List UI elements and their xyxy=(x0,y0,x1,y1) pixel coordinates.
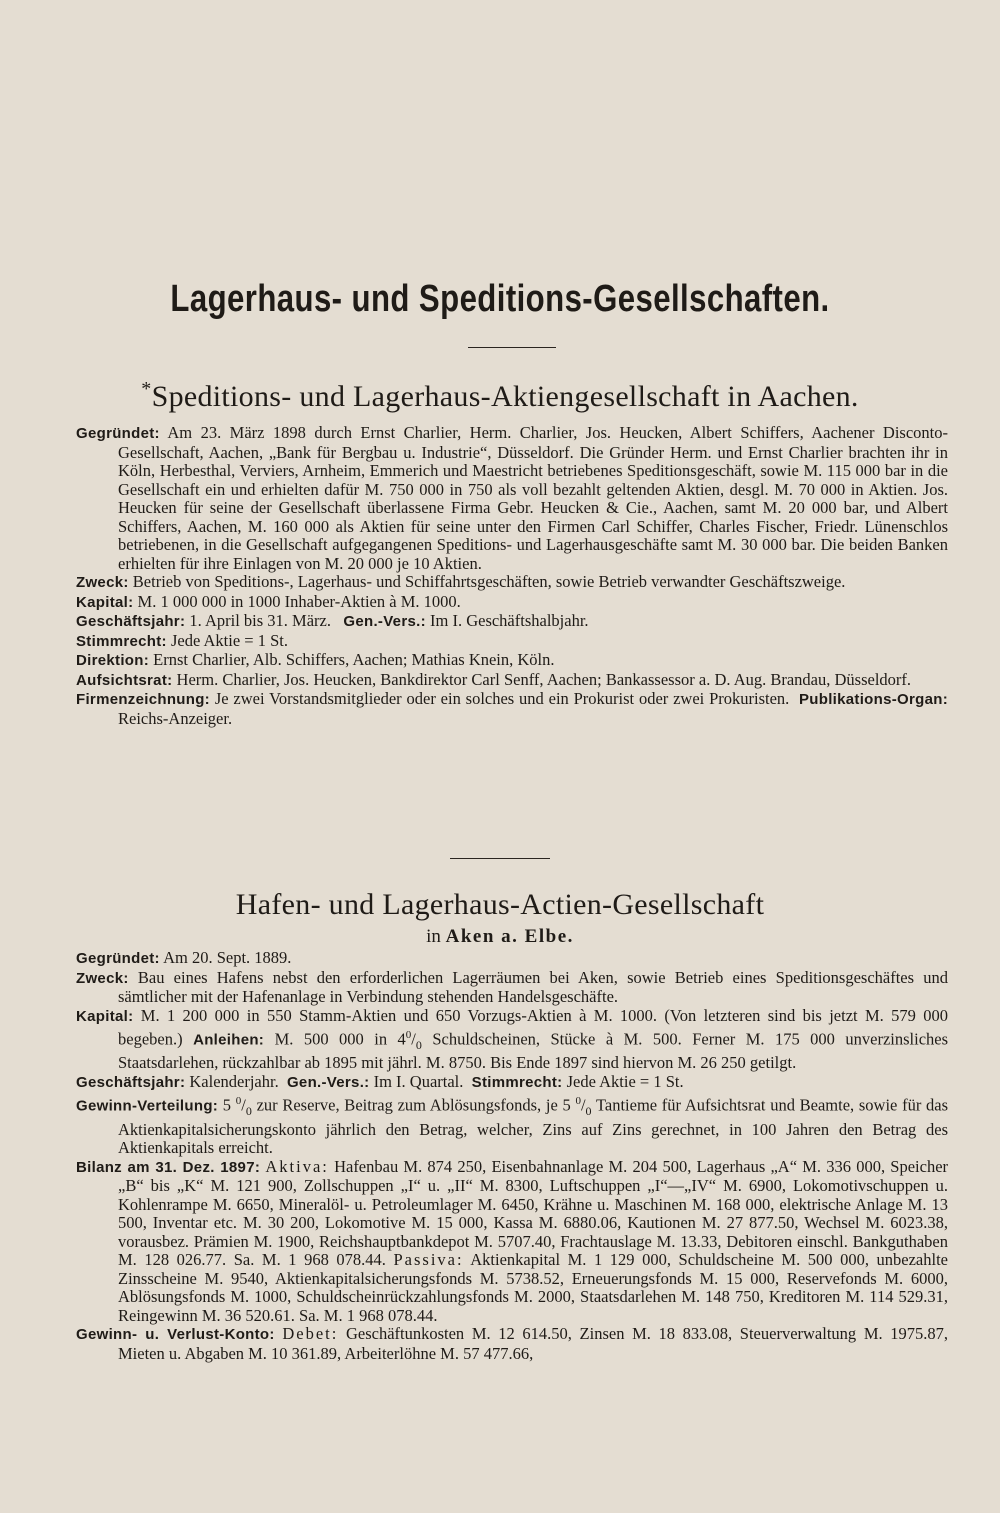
divider-rule xyxy=(450,858,550,859)
entry-gewinn-verlust: Gewinn- u. Verlust-Konto: Debet: Geschäftunkosten M. 12 614.50, Zinsen M. 18 833.08, Steuerverwaltung M. 1975.87, Mieten u. Abgaben M. 10 361.89, Arbeiterlöhne M. 57 477.66, xyxy=(76,1324,949,1363)
entry-gewinn-verteilung: Gewinn-Verteilung: 5 $^0/_0$ zur Reserve, Beitrag zum Ablösungsfonds, je 5 $^0/_0$ Tantieme für Aufsichtsrat und Beamte, sowie für das Aktienkapitalsicherungskonto jährlich den Betrag, welcher, Zins auf Zins gerechnet, in 100 Jahren den Betrag des Aktienkapitals erreicht. xyxy=(76,1095,949,1158)
entry-zweck: Zweck: Betrieb von Speditions-, Lagerhaus- und Schiffahrtsgeschäften, sowie Betrieb verwandter Geschäftszweige. xyxy=(76,572,846,591)
entry-gegruendet: Gegründet: Am 23. März 1898 durch Ernst Charlier, Herm. Charlier, Jos. Heucken, Albert Schiffers, Aachener Disconto-Gesellschaft, Aachen, „Bank für Bergbau u. Industrie“, Düsseldorf. Die Gründer Herm. und Ernst Charlier brachten ihr in Köln, Herbesthal, Verviers, Arnheim, Emmerich und Maestricht betriebenes Speditionsgeschäft, sowie M. 115 000 bar in die Gesellschaft ein und erhielten dafür M. 750 000 in 750 als voll bezahlt geltenden Aktien, desgl. M. 70 000 in Aktien. Jos. Heucken für seine der Gesellschaft überlassene Firma Gebr. Heucken & Cie., Aachen, samt M. 20 000 bar, und Albert Schiffers, Aachen, M. 160 000 als Aktien für seine unter den Firmen Carl Schiffer, Charles Fischer, Friedr. Lünenschlos betriebenen, in die Gesellschaft aufgegangenen Speditions- und Lagerhausgeschäfte samt M. 30 000 bar. Die beiden Banken erhielten für ihre Einlagen von M. 20 000 je 10 Aktien. xyxy=(76,423,948,573)
entry-kapital: Kapital: M. 1 000 000 in 1000 Inhaber-Aktien à M. 1000. xyxy=(76,591,461,611)
entry-geschaeftsjahr: Geschäftsjahr: 1. April bis 31. März. Gen.-Vers.: Im I. Geschäftshalbjahr. xyxy=(76,611,589,630)
entry-kapital: Kapital: M. 1 200 000 in 550 Stamm-Aktien und 650 Vorzugs-Aktien à M. 1000. (Von letzteren sind bis jetzt M. 579 000 begeben.) Anleihen: M. 500 000 in $4^0/_0$ Schuldscheinen, Stücke à M. 500. Ferner M. 175 000 unverzinsliches Staatsdarlehen, rückzahlbar ab 1895 mit jährl. M. 8750. Bis Ende 1897 sind hiervon M. 26 250 getilgt. xyxy=(76,1005,949,1073)
page-title: Lagerhaus- und Speditions-Gesellschaften. xyxy=(170,278,830,320)
entry-bilanz: Bilanz am 31. Dez. 1897: Aktiva: Hafenbau M. 874 250, Eisenbahnanlage M. 204 500, Lagerhaus „A“ M. 336 000, Speicher „B“ bis „K“ M. 121 900, Zollschuppen „I“ u. „II“ M. 8300, Luftschuppen „I“—„IV“ M. 6900, Lokomotivschuppen u. Kohlenrampe M. 6650, Mineralöl- u. Petroleumlager M. 6450, Krähne u. Maschinen M. 168 000, elektrische Anlage M. 13 500, Inventar etc. M. 30 200, Lokomotive M. 15 000, Kassa M. 6880.06, Kautionen M. 27 877.50, Wechsel M. 6023.38, vorausbez. Prämien M. 1900, Reichshauptbankdepot M. 5707.40, Frachtauslage M. 13.33, Debitoren einschl. Bankguthaben M. 128 026.77. Sa. M. 1 968 078.44. Passiva: Aktienkapital M. 1 129 000, Schuldscheine M. 500 000, unbezahlte Zinsscheine M. 9540, Aktienkapitalsicherungsfonds M. 5738.52, Erneuerungsfonds M. 15 000, Reservefonds M. 6000, Ablösungsfonds M. 1000, Schuldscheinrückzahlungsfonds M. 2000, Staatsdarlehen M. 148 750, Kreditoren M. 114 529.31, Reingewinn M. 36 520.61. Sa. M. 1 968 078.44. xyxy=(76,1156,949,1325)
entry-block-aken xyxy=(76,949,948,1363)
entry-direktion: Direktion: Ernst Charlier, Alb. Schiffers, Aachen; Mathias Knein, Köln. xyxy=(76,650,555,669)
entry-aufsichtsrat: Aufsichtsrat: Herm. Charlier, Jos. Heucken, Bankdirektor Carl Senff, Aachen; Bankassessor a. D. Aug. Brandau, Düsseldorf. xyxy=(76,669,912,689)
entry-geschaeftsjahr: Geschäftsjahr: Kalenderjahr. Gen.-Vers.: Im I. Quartal. Stimmrecht: Jede Aktie = 1 St. xyxy=(76,1071,684,1091)
entry-block-aachen xyxy=(76,424,948,728)
entry-gegruendet: Gegründet: Am 20. Sept. 1889. xyxy=(76,948,292,967)
section-title-aachen: *Speditions- und Lagerhaus-Aktiengesellschaft in Aachen. xyxy=(141,378,859,413)
entry-zweck: Zweck: Bau eines Hafens nebst den erforderlichen Lagerräumen bei Aken, sowie Betrieb eines Speditionsgeschäftes und sämtlicher mit der Hafenanlage in Verbindung stehenden Handelsgeschäfte. xyxy=(76,967,949,1006)
entry-stimmrecht: Stimmrecht: Jede Aktie = 1 St. xyxy=(76,630,288,650)
entry-firmenzeichnung: Firmenzeichnung: Je zwei Vorstandsmitglieder oder ein solches und ein Prokurist oder zwei Prokuristen. Publikations-Organ: Reichs-Anzeiger. xyxy=(76,689,949,728)
section-title-aken: Hafen- und Lagerhaus-Actien-Gesellschaft xyxy=(235,888,765,921)
section-subtitle-aken: in Aken a. Elbe. xyxy=(426,926,574,947)
divider-rule xyxy=(468,347,556,348)
